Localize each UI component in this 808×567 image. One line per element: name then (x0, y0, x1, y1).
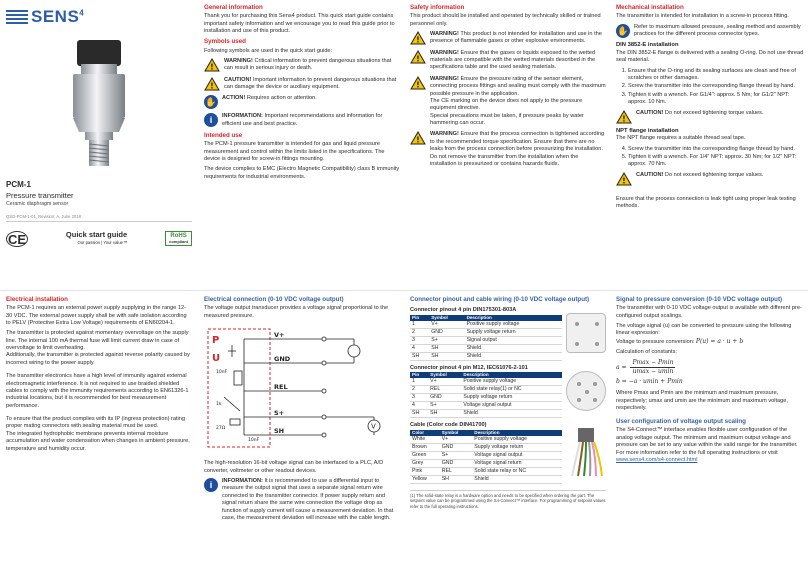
cell: 2 (410, 328, 429, 336)
elconn-resolution: The high-resolution 16-bit voltage signal can be interfaced to a PLC, A/D converter, voltmeter or other readout devices. (204, 460, 384, 474)
mechanical-action (616, 24, 804, 39)
cell: Signal output (465, 336, 562, 344)
action-text: Requires action or attention. (246, 95, 317, 102)
svg-text:!: ! (416, 35, 420, 45)
pin-vplus-label: V+ (274, 330, 285, 339)
safety-intro: This product should be installed and operated by technically skilled or trained personnel only. (410, 13, 601, 27)
warning-text: Critical information to prevent dangerous situations that can result in serious injury or death. (224, 57, 392, 72)
cell: 1 (410, 321, 429, 329)
wiring-diagram (204, 325, 394, 455)
symbols-intro: Following symbols are used in the quick start guide: (204, 47, 333, 54)
cell: White (410, 436, 440, 444)
cell: S+ (440, 451, 473, 459)
caution-triangle-icon (616, 110, 632, 124)
table-row (410, 336, 562, 344)
cell: GND (429, 328, 464, 336)
table-row (410, 321, 562, 329)
rohs-sub: compliant (169, 239, 188, 245)
cell: Shield (472, 475, 562, 483)
din-steps (616, 68, 804, 107)
rohs-badge (165, 231, 192, 246)
safety-heading: Safety information (410, 4, 465, 11)
intended-text-1: The PCM-1 pressure transmitter is intended for gas and liquid pressure measurement and control within the limits listed in the specifications. The device is designed for screw-in fittings mounting. (204, 141, 385, 163)
pin-splus-label: S+ (274, 408, 285, 417)
th-description: Description (472, 430, 562, 436)
pin-sh-label: SH (274, 426, 285, 435)
npt-caution (616, 172, 804, 186)
elconn-info-label: INFORMATION: (222, 478, 263, 485)
brand-sup: 4 (79, 8, 85, 18)
safety-warning-2 (410, 50, 606, 72)
elconn-intro: The voltage output transducer provides a voltage signal proportional to the measured pressure. (204, 305, 389, 319)
th-description: Description (465, 315, 562, 321)
a-lhs: a = (616, 364, 627, 372)
cell: Positive supply voltage (465, 321, 562, 329)
a-formula (616, 359, 804, 376)
w3b-text: The CE marking on the device does not apply to the pressure equipment directive. (430, 97, 583, 112)
label-p: P (212, 334, 220, 346)
logo-lines-icon (6, 10, 28, 24)
signal-panel (616, 296, 804, 564)
din-text: The DIN 3852-E flange is delivered with a sealing O-ring. Do not use thread seal material. (616, 49, 804, 64)
caution-triangle-icon (204, 77, 220, 91)
cell: REL (440, 467, 473, 475)
power-supply-icon (348, 345, 360, 357)
cell: GND (440, 443, 473, 451)
npt-step-4: 4. Screw the transmitter into the corresponding flange thread by hand. (628, 146, 804, 153)
svg-text:!: ! (622, 114, 626, 124)
table-row (410, 475, 562, 483)
th-pin: Pin (410, 372, 428, 378)
signal-p4: Calculation of constants: (616, 349, 677, 356)
tagline: Our passion | Your value™ (77, 240, 128, 246)
table-row (410, 443, 562, 451)
cell: Solid state relay or NC (472, 467, 562, 475)
mechanical-footer: Ensure that the process connection is leak tight using proper leak testing methods. (616, 195, 796, 210)
cell: V+ (429, 321, 464, 329)
b-formula: b = −a · umin + Pmin (616, 378, 683, 386)
svg-text:!: ! (416, 135, 420, 145)
din-caution (616, 110, 804, 124)
warning-label: WARNING! (224, 57, 253, 64)
npt-text: The NPT flange requires a suitable thread seal tape. (616, 135, 746, 142)
table-row (410, 436, 562, 444)
cell: SH (410, 352, 429, 360)
a-numerator: Pmax − Pmin (632, 359, 674, 367)
w3c-text: Special precautions must be taken, if pressure peaks by water hammering can occur. (430, 112, 584, 127)
table-row (410, 467, 562, 475)
sens4-logo (6, 6, 192, 28)
w4b-text: Do not remove the transmitter from the installation when the installation is pressurized or contains hazards fluids. (430, 153, 579, 167)
action-symbol-row (204, 95, 400, 109)
cell: 3 (410, 336, 429, 344)
cell: Shield (465, 344, 562, 352)
cell: 1 (410, 378, 428, 386)
document-id: QSG-PCM-1-01, Revision: A, June 2018 (6, 214, 192, 223)
res1-label: 1k (216, 401, 222, 407)
mechanical-heading: Mechanical installation (616, 4, 684, 11)
signal-p3 (616, 338, 804, 346)
th-symbol: Symbol (440, 430, 473, 436)
info-label: INFORMATION: (222, 113, 263, 120)
info-text: Important recommendations and information for efficient use and best practice. (222, 113, 383, 127)
table-row (410, 402, 562, 410)
cell: S+ (429, 336, 464, 344)
elconn-info-text: It is recommended to use a differential input to measure the output signal that uses a separate signal return wire connected to the transmitter connector. If power supply return and signal return share the same wire connection the voltage drop as function of supply current will cause a measurement deviation. In that case, the measurement deviation will increase with the cable length. (222, 478, 394, 521)
pu-formula: P(u) = a · u + b (695, 337, 744, 345)
general-text: Thank you for purchasing this Sens4 product. This quick start guide contains important safety information and we encourage you to read this guide prior to installation and use of this product. (204, 13, 395, 34)
pinout-heading: Connector pinout and cable wiring (0-10 VDC voltage output) (410, 296, 590, 303)
din-pinout-table (410, 315, 562, 361)
electrical-p5: To ensure that the product complies with its IP (ingress protection) rating proper mating connectors with sealing material must be used. (6, 416, 185, 430)
cover-panel (6, 4, 192, 286)
w3-text: Ensure the pressure rating of the sensor element, connecting process fittings and sealing must comply with the maximum possible pressure in the application. (430, 75, 606, 97)
m12-pinout-table (410, 372, 562, 418)
electrical-heading: Electrical installation (6, 296, 68, 303)
cover-footer (6, 230, 192, 247)
warning-triangle-icon (410, 31, 426, 45)
th-symbol: Symbol (428, 372, 461, 378)
din-step-3: 3. Tighten it with a wrench. For G1/4": approx. 5 Nm; for G1/2" NPT: approx. 10 Nm. (628, 92, 804, 107)
info-icon: i (204, 478, 218, 492)
cell: Voltage signal output (461, 402, 562, 410)
svg-text:!: ! (210, 81, 214, 91)
t2-title: Connector pinout 4 pin M12, IEC61076-2-101 (410, 364, 528, 371)
din-step-2: 2. Screw the transmitter into the corresponding flange thread by hand. (628, 83, 804, 90)
cell: S+ (428, 402, 461, 410)
cell: REL (428, 386, 461, 394)
user-config-text-wrap (616, 427, 804, 464)
cell: Brown (410, 443, 440, 451)
warning-triangle-icon (410, 50, 426, 64)
w3-label: WARNING! (430, 75, 459, 82)
w4-text: Ensure that the process connection is tightened according to the recommended torque specification. Ensure that there are no leaks from the process connection before pressurizing the installation. (430, 131, 605, 153)
signal-p2: The voltage signal (u) can be converted to pressure using the following linear expression: (616, 322, 792, 337)
elconn-info (204, 478, 400, 522)
table-row (410, 459, 562, 467)
cell: Supply voltage return (465, 328, 562, 336)
a-denominator: umax − umin (632, 368, 674, 376)
intended-text-2: The device complies to EMC (Electro Magnetic Compatibility) class B immunity requirements for industrial environments. (204, 166, 400, 180)
intended-heading: Intended use (204, 132, 243, 140)
safety-panel (410, 4, 606, 286)
table-row (410, 344, 562, 352)
user-config-heading: User configuration of voltage output scaling (616, 418, 746, 426)
cap-label: 10nF (216, 369, 228, 375)
rohs-label: RoHS (170, 233, 187, 240)
safety-warning-1 (410, 31, 606, 46)
table-row (410, 394, 562, 402)
warning-triangle-icon (410, 76, 426, 90)
npt-caution-label: CAUTION! (636, 171, 664, 178)
cell: Positive supply voltage (472, 436, 562, 444)
cell: Supply voltage return (472, 443, 562, 451)
product-name: Pressure transmitter (6, 190, 74, 200)
res2-label: 27Ω (216, 425, 226, 431)
npt-steps (616, 146, 804, 169)
table-row (410, 352, 562, 360)
cell: SH (440, 475, 473, 483)
caution-triangle-icon (616, 172, 632, 186)
safety-warning-4 (410, 131, 606, 168)
cell: SH (429, 352, 464, 360)
cable-color-table (410, 430, 562, 484)
svg-text:!: ! (416, 80, 420, 90)
svg-text:!: ! (622, 176, 626, 186)
din-connector-icon (566, 313, 606, 353)
w1-label: WARNING! (430, 30, 459, 37)
cell: Voltage signal output (472, 451, 562, 459)
cell: Voltage signal return (472, 459, 562, 467)
svg-text:V: V (371, 422, 376, 431)
symbols-heading: Symbols used (204, 38, 246, 46)
cell: Pink (410, 467, 440, 475)
safety-warning-3 (410, 76, 606, 128)
product-subtitle: Ceramic diaphragm sensor (6, 200, 69, 207)
th-description: Description (461, 372, 562, 378)
cell: SH (429, 344, 464, 352)
cell: GND (440, 459, 473, 467)
table-row (410, 451, 562, 459)
cell: SH (428, 410, 461, 418)
cell: 4 (410, 344, 429, 352)
mechanical-action-text: Refer to maximum allowed pressure, sealing method and assembly practices for the different process connector types. (634, 23, 801, 37)
cell: Supply voltage return (461, 394, 562, 402)
cell: Green (410, 451, 440, 459)
w2-text: Ensure that the gases or liquids exposed to the wetted materials are compatible with the wetted materials described in the specifications table and the used sealing materials. (430, 49, 596, 71)
pin-rel-label: REL (274, 382, 288, 391)
cell: V+ (440, 436, 473, 444)
s4-connect-link[interactable]: www.sens4.com/s4-connect.html (616, 456, 698, 463)
warning-symbol-row (204, 58, 400, 73)
electrical-p6: The integrated hydrophobic membrane prevents internal moisture accumulation and water condensation when changes in ambient pressure, temperature and humidity occur. (6, 430, 190, 452)
pin-gnd-label: GND (274, 354, 291, 363)
sensor-image (39, 36, 159, 176)
pinout-panel (410, 296, 606, 564)
din-caution-label: CAUTION! (636, 109, 664, 116)
electrical-p2: The transmitter is protected against momentary overvoltage on the supply line. The internal 100 mA thermal fuse will limit current draw in case of overvoltage to limit overheating. (6, 330, 189, 352)
w1-text: This product is not intended for installation and use in the presence of flammable gases or other explosive environments. (430, 30, 602, 45)
cell: 3 (410, 394, 428, 402)
model-name: PCM-1 (6, 180, 31, 190)
w4-label: WARNING! (430, 131, 459, 138)
din-caution-text: Do not exceed tightening torque values. (664, 109, 764, 116)
cell: Grey (410, 459, 440, 467)
electrical-connection-panel (204, 296, 400, 564)
caution-symbol-row (204, 77, 400, 92)
electrical-p1: The PCM-1 requires an external power supply supplying in the range 12-30 VDC. The external power supply shall be with safe isolation according to PELV (Protective Extra Low Voltage) requirements of EN60204-1. (6, 305, 187, 326)
mechanical-text: The transmitter is intended for installation in a screw-in process fitting. (616, 13, 789, 20)
info-icon: i (204, 113, 218, 127)
cell: 2 (410, 386, 428, 394)
qsg-title: Quick start guide (65, 230, 128, 240)
signal-p3-label: Voltage to pressure conversion: (616, 338, 695, 345)
horizontal-divider (0, 290, 808, 291)
general-heading: General information (204, 4, 263, 11)
svg-text:!: ! (416, 54, 420, 64)
npt-caution-text: Do not exceed tightening torque values. (664, 171, 764, 178)
din-heading: DIN 3852-E installation (616, 42, 679, 49)
table-row (410, 378, 562, 386)
mechanical-panel (616, 4, 804, 286)
action-label: ACTION! (222, 95, 246, 102)
cable-wires-icon (566, 428, 606, 478)
m12-connector-icon (566, 371, 606, 411)
caution-text: Important information to prevent dangerous situations that can damage the device or auxiliary equipment. (224, 76, 397, 90)
cell: Shield (461, 410, 562, 418)
table-row (410, 386, 562, 394)
cell: 4 (410, 402, 428, 410)
user-config-text: The S4-Connect™ interface enables flexible user configuration of the analog voltage output. The minimum and maximum output voltage and pressure can be set to any value within the valid range for the transmitter. For more information refer to the full operating instructions or visit (616, 427, 798, 456)
th-pin: Pin (410, 315, 429, 321)
caution-label: CAUTION! (224, 76, 252, 83)
signal-p5: Where Pmax and Pmin are the minimum and maximum pressure, respectively; umax and umin are the minimum and maximum voltage, respectively. (616, 390, 788, 411)
electrical-panel (6, 296, 192, 564)
din-step-1: 1. Ensure that the O-ring and its sealing surfaces are clean and free of scratches or other damages. (628, 68, 804, 83)
warning-triangle-icon (204, 58, 220, 72)
action-hand-icon: ✋ (617, 25, 629, 36)
svg-text:!: ! (210, 62, 214, 72)
ce-mark-icon: CE (7, 231, 27, 247)
npt-heading: NPT flange installation (616, 127, 679, 134)
electrical-p4: The transmitter electronics have a high level of immunity against external electromagnetic interference. It is not required to use braided shielded cables to comply with the immunity requirements according to EN61326-1 industrial locations, but it is recommended for best measurement performance. (6, 373, 189, 409)
signal-heading: Signal to pressure conversion (0-10 VDC voltage output) (616, 296, 783, 303)
cell: Yellow (410, 475, 440, 483)
brand-name: SENS (31, 7, 80, 26)
w2-label: WARNING! (430, 49, 459, 56)
info-symbol-row (204, 113, 400, 128)
cell: Shield (465, 352, 562, 360)
cell: GND (428, 394, 461, 402)
th-symbol: Symbol (429, 315, 464, 321)
warning-triangle-icon (410, 131, 426, 145)
label-u: U (212, 352, 221, 364)
footnote: (1) The solid-state relay is a hardware option and needs to be specified when ordering the part. The setpoint value can be programmed using the S4-Connect™ interface. For programming of setpoint values refer to the full operating instructions. (410, 490, 606, 510)
cell: SH (410, 410, 428, 418)
cell: V+ (428, 378, 461, 386)
cap2-label: 10nF (248, 437, 260, 443)
table-row (410, 328, 562, 336)
cell: Solid state relay(1) or NC (461, 386, 562, 394)
action-hand-icon: ✋ (205, 97, 217, 108)
signal-p1: The transmitter with 0-10 VDC voltage output is available with different pre-configured output scalings. (616, 305, 802, 319)
t3-title: Cable (Color code DIN41700) (410, 422, 487, 429)
electrical-p3: Additionally, the transmitter is protected against reverse polarity caused by incorrect wiring to the power supply. (6, 352, 190, 366)
npt-step-5: 5. Tighten it with a wrench. For 1/4" NPT: approx. 30 Nm; for 1/2" NPT: approx. 70 Nm. (628, 154, 804, 169)
general-panel (204, 4, 400, 286)
table-row (410, 410, 562, 418)
cell: Positive supply voltage (461, 378, 562, 386)
t1-title: Connector pinout 4 pin DIN175301-803A (410, 307, 517, 314)
elconn-heading: Electrical connection (0-10 VDC voltage output) (204, 296, 344, 303)
th-color: Color (410, 430, 440, 436)
